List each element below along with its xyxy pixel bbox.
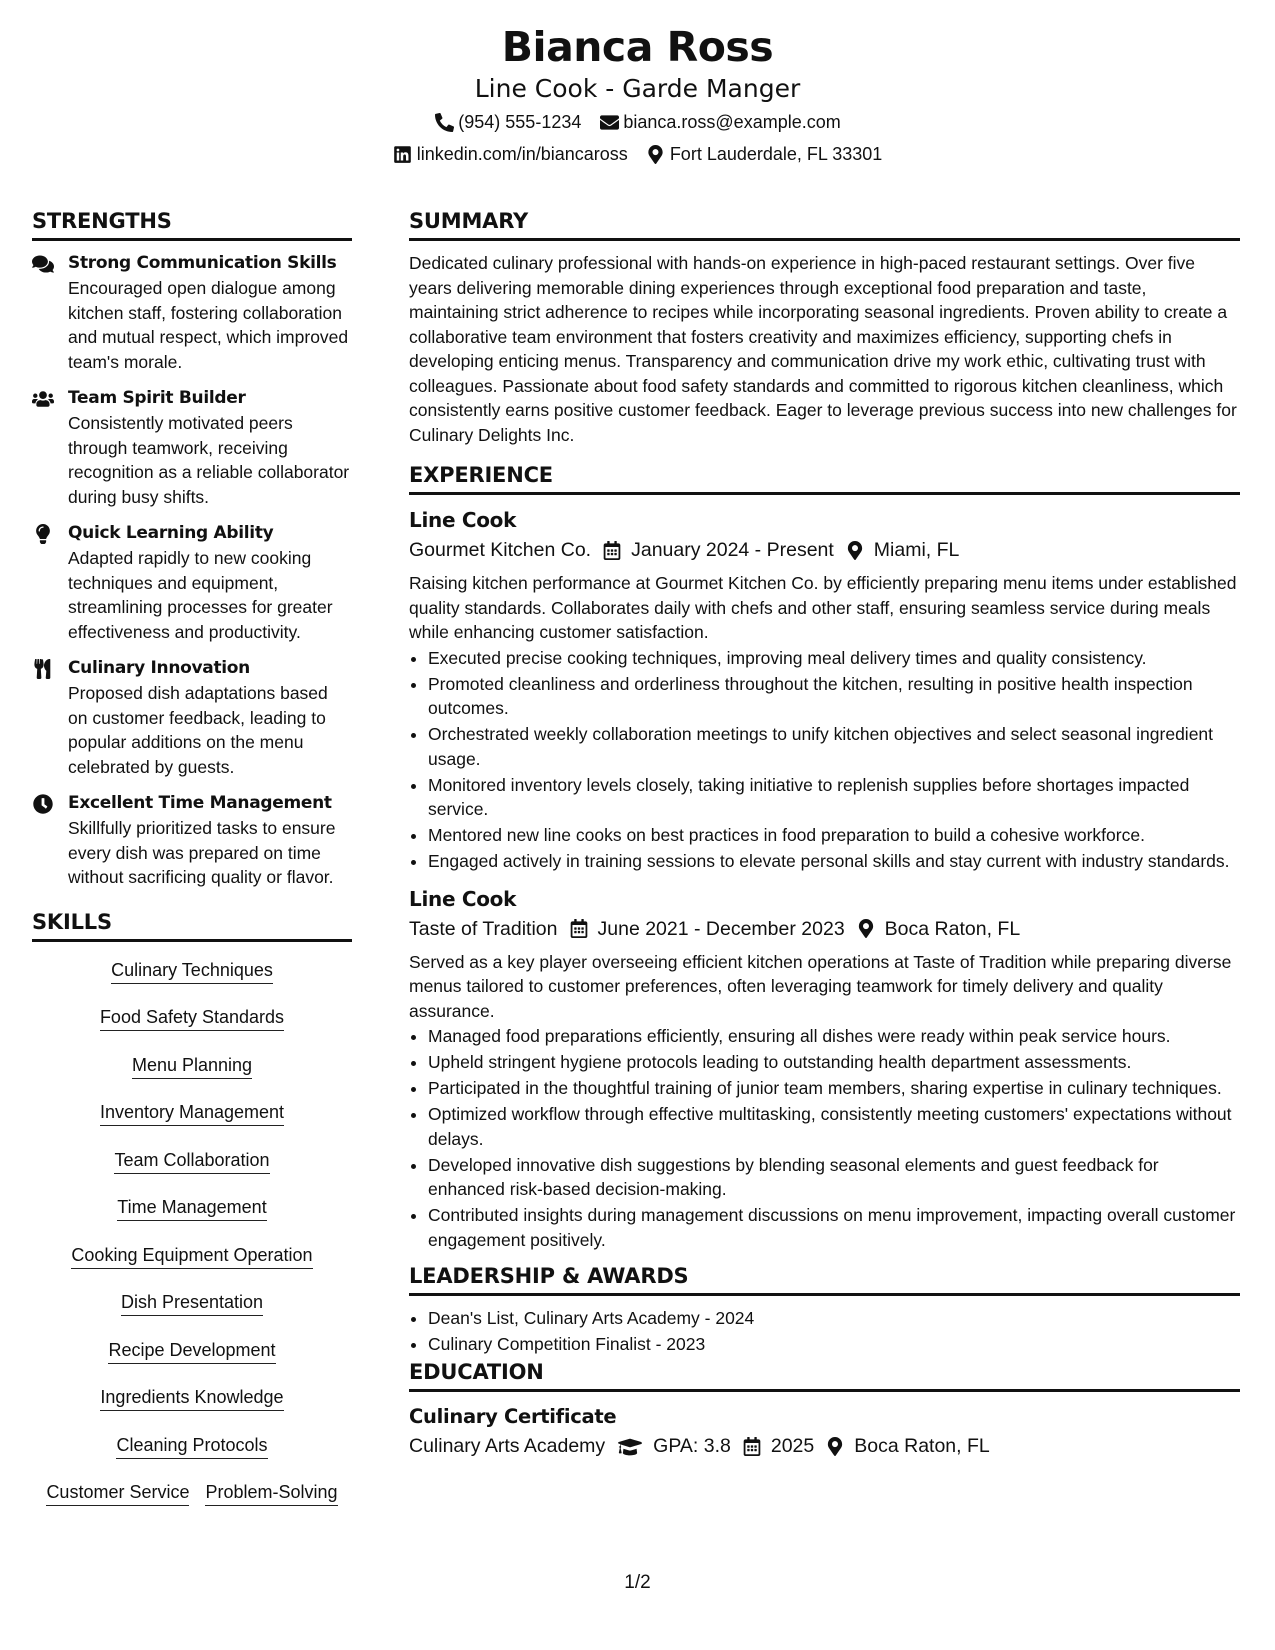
job-meta	[409, 914, 1240, 944]
phone-icon	[434, 112, 454, 132]
skill-tag: Problem-Solving	[205, 1480, 337, 1506]
strength-item	[32, 386, 352, 509]
summary-heading: SUMMARY	[409, 207, 1240, 241]
linkedin-contact[interactable]	[393, 138, 628, 170]
strength-desc: Proposed dish adaptations based on customer feedback, leading to popular additions on the menu celebrated by guests.	[68, 683, 328, 777]
strength-item	[32, 521, 352, 644]
job-description: Raising kitchen performance at Gourmet Kitchen Co. by efficiently preparing menu items under established quality standards. Collaborates daily with chefs and other staff, ensuring seamless service during meals while enhancing customer satisfaction.	[409, 573, 1237, 642]
strength-item	[32, 656, 352, 779]
graduation-cap-icon	[617, 1437, 643, 1456]
skill-tag: Team Collaboration	[114, 1148, 269, 1174]
job-bullets	[409, 646, 1240, 874]
award-item: • Dean's List, Culinary Arts Academy - 2024	[428, 1306, 1240, 1331]
phone-text: (954) 555-1234	[458, 112, 582, 132]
gpa: GPA: 3.8	[653, 1435, 731, 1457]
job-location: Boca Raton, FL	[884, 917, 1021, 940]
strength-title: Quick Learning Ability	[68, 523, 274, 543]
candidate-name: Bianca Ross	[501, 23, 774, 71]
strength-item	[32, 791, 352, 890]
bullet-item: • Engaged actively in training sessions to elevate personal skills and stay current with industry standards.	[428, 849, 1240, 874]
strength-title: Culinary Innovation	[68, 658, 250, 678]
awards-list	[409, 1306, 1240, 1357]
bullet-item: • Contributed insights during management discussions on menu improvement, impacting overall customer engagement positively.	[428, 1203, 1240, 1252]
calendar-icon	[570, 919, 588, 938]
strength-desc: Adapted rapidly to new cooking techniques and equipment, streamlining processes for greater effectiveness and productivity.	[68, 548, 333, 642]
contact-row-1	[0, 106, 1275, 138]
email-text[interactable]: bianca.ross@example.com	[623, 112, 841, 132]
job-title: Line Cook	[409, 508, 517, 532]
linkedin-text[interactable]: linkedin.com/in/biancaross	[416, 144, 628, 164]
skill-tag: Recipe Development	[108, 1338, 275, 1364]
degree-title: Culinary Certificate	[409, 1405, 617, 1428]
skill-tag: Customer Service	[46, 1480, 189, 1506]
calendar-icon	[603, 541, 621, 560]
job-entry	[409, 884, 1240, 1253]
company-name: Taste of Tradition	[409, 917, 558, 940]
utensils-icon	[32, 656, 58, 779]
leadership-heading: LEADERSHIP & AWARDS	[409, 1262, 1240, 1296]
award-item: • Culinary Competition Finalist - 2023	[428, 1332, 1240, 1357]
bullet-item: • Upheld stringent hygiene protocols leading to outstanding health department assessments.	[428, 1050, 1240, 1075]
comments-icon	[32, 251, 58, 374]
calendar-icon	[743, 1437, 761, 1456]
bullet-item: • Executed precise cooking techniques, improving meal delivery times and quality consistency.	[428, 646, 1240, 671]
strength-title: Excellent Time Management	[68, 793, 332, 813]
skill-tag: Dish Presentation	[121, 1290, 263, 1316]
bullet-item: • Managed food preparations efficiently, ensuring all dishes were ready within peak service hours.	[428, 1024, 1240, 1049]
graduation-year: 2025	[770, 1435, 815, 1457]
education-location: Boca Raton, FL	[854, 1435, 990, 1457]
job-meta	[409, 535, 1240, 565]
strengths-heading: STRENGTHS	[32, 207, 352, 241]
left-column	[32, 207, 352, 1522]
strength-item	[32, 251, 352, 374]
users-icon	[32, 386, 58, 509]
company-name: Gourmet Kitchen Co.	[409, 539, 592, 561]
bullet-item: • Developed innovative dish suggestions by blending seasonal elements and guest feedback for enhanced risk-based decision-making.	[428, 1153, 1240, 1202]
location-contact	[646, 138, 882, 170]
bullet-item: • Optimized workflow through effective multitasking, consistently meeting customers' expectations without delays.	[428, 1102, 1240, 1151]
skill-tag: Inventory Management	[100, 1100, 284, 1126]
job-location: Miami, FL	[873, 539, 960, 561]
bullet-item: • Orchestrated weekly collaboration meetings to unify kitchen objectives and select seasonal ingredient usage.	[428, 722, 1240, 771]
email-contact[interactable]	[599, 106, 840, 138]
skill-tag: Ingredients Knowledge	[100, 1385, 283, 1411]
location-text: Fort Lauderdale, FL 33301	[669, 144, 883, 164]
linkedin-icon	[393, 144, 413, 164]
phone-contact	[434, 106, 581, 138]
contact-row-2	[0, 138, 1275, 170]
job-dates: June 2021 - December 2023	[597, 917, 845, 940]
skill-tag: Food Safety Standards	[100, 1005, 284, 1031]
candidate-title: Line Cook - Garde Manger	[474, 74, 801, 103]
skills-list	[32, 952, 352, 1522]
bullet-item: • Promoted cleanliness and orderliness throughout the kitchen, resulting in positive health inspection outcomes.	[428, 672, 1240, 721]
skills-heading: SKILLS	[32, 908, 352, 942]
job-title: Line Cook	[409, 886, 517, 911]
skill-tag: Time Management	[117, 1195, 266, 1221]
map-marker-icon	[646, 144, 666, 164]
resume-header	[0, 22, 1275, 170]
summary-text: Dedicated culinary professional with hands-on experience in high-paced restaurant settings. Over five years delivering memorable dining experiences through exceptional food preparation and taste, maintaining strict adherence to recipes while incorporating seasonal ingredients. Proven ability to create a collaborative team environment that fosters creativity and maximizes efficiency, supporting chefs in developing enticing menus. Transparency and communication drive my work ethic, cultivating trust with colleagues. Passionate about food safety standards and committed to rigorous kitchen cleanliness, which consistently earns positive customer feedback. Eager to leverage previous success into new challenges for Culinary Delights Inc.	[409, 253, 1237, 445]
page-number: 1/2	[624, 1572, 651, 1593]
strength-desc: Skillfully prioritized tasks to ensure every dish was prepared on time without sacrificing quality or flavor.	[68, 818, 336, 887]
strength-desc: Consistently motivated peers through teamwork, receiving recognition as a reliable collaborator during busy shifts.	[68, 413, 350, 507]
job-entry	[409, 505, 1240, 874]
education-meta	[409, 1431, 1240, 1461]
map-marker-icon	[846, 541, 864, 560]
map-marker-icon	[857, 919, 875, 938]
strength-desc: Encouraged open dialogue among kitchen staff, fostering collaboration and mutual respect, which improved team's morale.	[68, 278, 349, 372]
job-description: Served as a key player overseeing efficient kitchen operations at Taste of Tradition while preparing diverse menus tailored to customer preferences, often leveraging teamwork for timely delivery and quality assurance.	[409, 951, 1232, 1021]
skill-tag: Culinary Techniques	[111, 958, 273, 984]
education-heading: EDUCATION	[409, 1358, 1240, 1392]
envelope-icon	[599, 112, 619, 132]
school-name: Culinary Arts Academy	[409, 1435, 606, 1457]
clock-icon	[32, 791, 58, 890]
skill-tag: Cooking Equipment Operation	[71, 1243, 312, 1269]
skill-tag: Menu Planning	[132, 1053, 252, 1079]
bullet-item: • Monitored inventory levels closely, taking initiative to replenish supplies before shortages impacted service.	[428, 773, 1240, 822]
strength-title: Strong Communication Skills	[68, 253, 337, 273]
map-marker-icon	[826, 1437, 844, 1456]
bullet-item: • Participated in the thoughtful training of junior team members, sharing expertise in culinary techniques.	[428, 1076, 1240, 1101]
job-dates: January 2024 - Present	[631, 539, 834, 561]
strength-title: Team Spirit Builder	[68, 388, 246, 408]
lightbulb-icon	[32, 521, 58, 644]
experience-heading: EXPERIENCE	[409, 461, 1240, 495]
skill-tag: Cleaning Protocols	[116, 1433, 267, 1459]
bullet-item: • Mentored new line cooks on best practices in food preparation to build a cohesive workforce.	[428, 823, 1240, 848]
right-column	[409, 207, 1240, 1467]
job-bullets	[409, 1024, 1240, 1252]
